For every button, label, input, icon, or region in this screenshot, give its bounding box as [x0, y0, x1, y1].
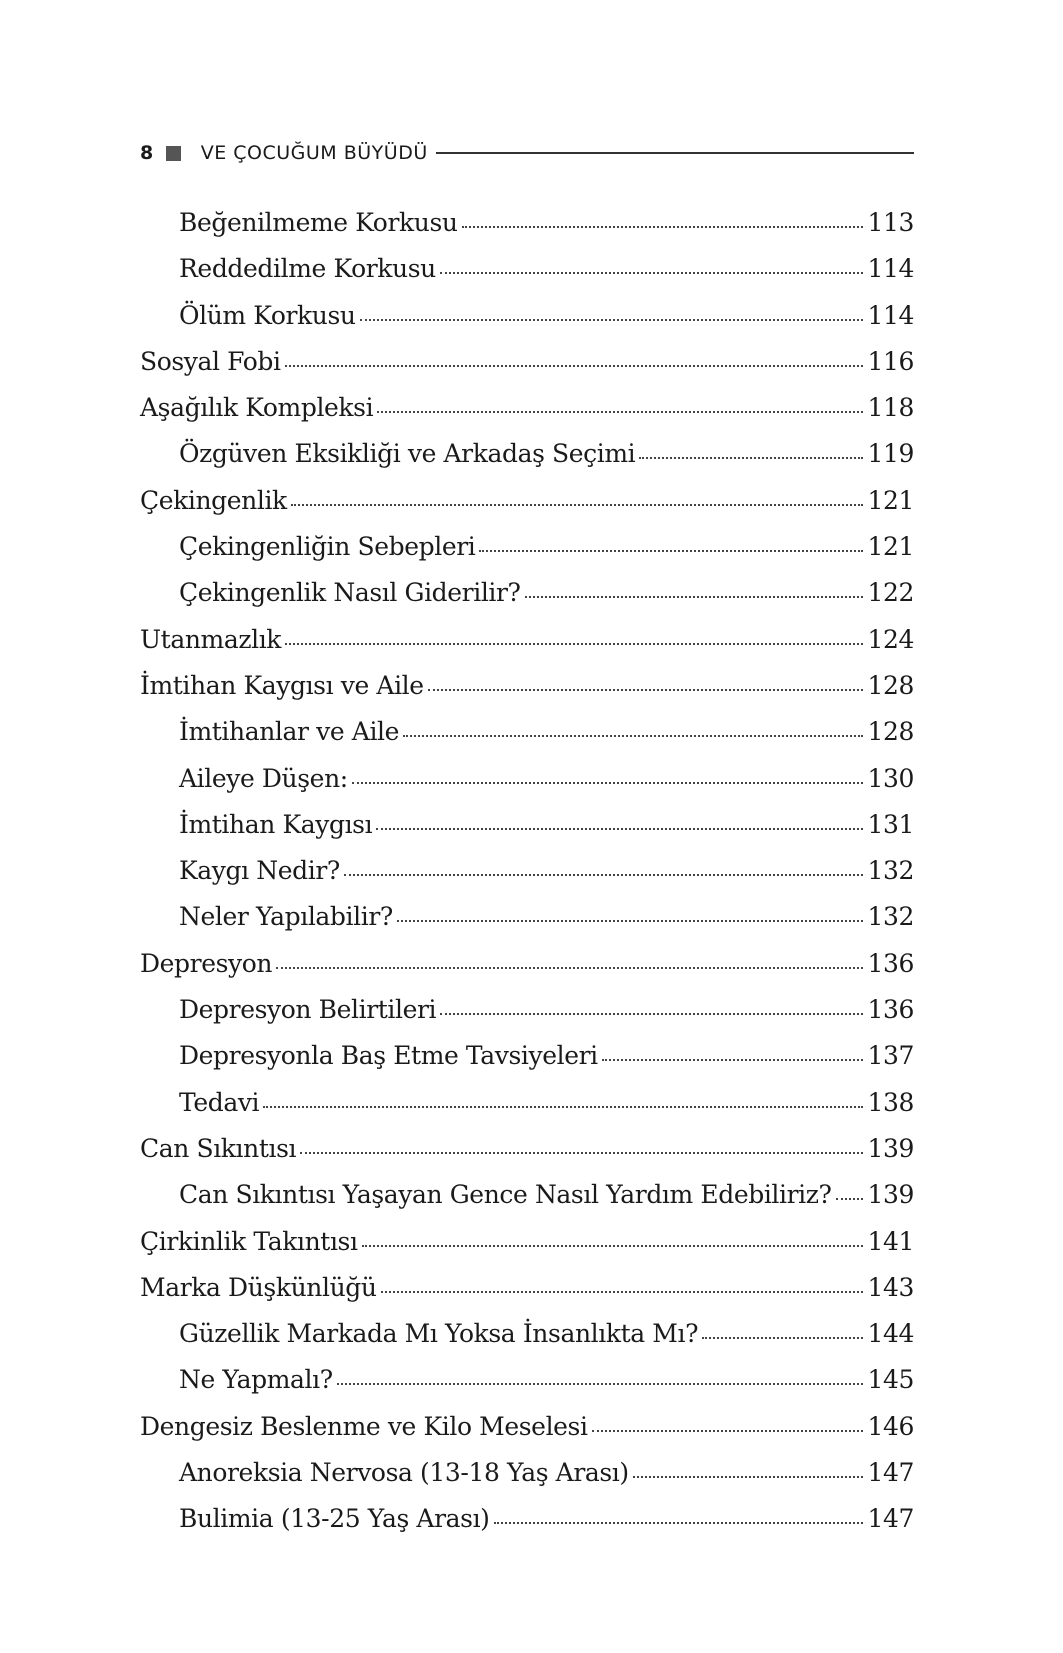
toc-entry[interactable]	[140, 1088, 914, 1134]
toc-entry[interactable]	[140, 1273, 914, 1319]
toc-entry-page-number: 146	[867, 1411, 914, 1441]
dot-leader	[300, 1152, 863, 1154]
toc-entry-page-number: 137	[867, 1041, 914, 1071]
toc-entry-page-number: 114	[867, 254, 914, 284]
toc-entry-title: Güzellik Markada Mı Yoksa İnsanlıkta Mı?	[179, 1319, 699, 1349]
dot-leader	[285, 365, 864, 367]
dot-leader	[276, 967, 863, 969]
dot-leader	[602, 1059, 864, 1061]
toc-entry-title: Çekingenliğin Sebepleri	[179, 532, 476, 562]
toc-entry[interactable]	[140, 856, 914, 902]
toc-entry-title: İmtihan Kaygısı ve Aile	[140, 670, 424, 700]
toc-entry-page-number: 122	[867, 578, 914, 608]
toc-entry-page-number: 130	[867, 763, 914, 793]
toc-entry[interactable]	[140, 1458, 914, 1504]
toc-entry[interactable]	[140, 301, 914, 347]
toc-entry-title: Ölüm Korkusu	[179, 300, 356, 330]
toc-entry-title: İmtihanlar ve Aile	[179, 717, 400, 747]
toc-entry-title: Çirkinlik Takıntısı	[140, 1226, 358, 1256]
toc-entry[interactable]	[140, 1134, 914, 1180]
toc-entry[interactable]	[140, 1041, 914, 1087]
dot-leader	[702, 1337, 863, 1339]
table-of-contents	[140, 208, 914, 1551]
toc-entry[interactable]	[140, 810, 914, 856]
toc-entry[interactable]	[140, 347, 914, 393]
dot-leader	[836, 1198, 864, 1200]
dot-leader	[376, 828, 863, 830]
toc-entry-title: Depresyon Belirtileri	[179, 995, 437, 1025]
toc-entry-title: Özgüven Eksikliği ve Arkadaş Seçimi	[179, 439, 636, 469]
dot-leader	[291, 504, 864, 506]
toc-entry-page-number: 132	[867, 902, 914, 932]
square-bullet-icon	[166, 146, 181, 161]
dot-leader	[403, 735, 863, 737]
running-header	[140, 140, 914, 166]
toc-entry-page-number: 141	[867, 1226, 914, 1256]
toc-entry-title: Kaygı Nedir?	[179, 856, 340, 886]
toc-entry[interactable]	[140, 764, 914, 810]
dot-leader	[633, 1476, 864, 1478]
toc-entry-page-number: 136	[867, 995, 914, 1025]
toc-entry-title: Beğenilmeme Korkusu	[179, 208, 458, 237]
dot-leader	[462, 226, 864, 228]
toc-entry-title: Depresyonla Baş Etme Tavsiyeleri	[179, 1041, 598, 1071]
toc-entry[interactable]	[140, 1504, 914, 1550]
toc-entry-page-number: 121	[867, 485, 914, 515]
toc-entry-page-number: 128	[867, 717, 914, 747]
toc-entry-page-number: 131	[867, 809, 914, 839]
dot-leader	[362, 1245, 864, 1247]
toc-entry-page-number: 147	[867, 1458, 914, 1488]
dot-leader	[377, 411, 863, 413]
dot-leader	[352, 782, 864, 784]
toc-entry-title: Ne Yapmalı?	[179, 1365, 333, 1395]
toc-entry[interactable]	[140, 1412, 914, 1458]
toc-entry[interactable]	[140, 717, 914, 763]
toc-entry-title: Can Sıkıntısı	[140, 1133, 297, 1163]
dot-leader	[344, 874, 864, 876]
toc-entry-title: Dengesiz Beslenme ve Kilo Meselesi	[140, 1411, 588, 1441]
toc-entry-title: Tedavi	[179, 1087, 260, 1117]
toc-entry-page-number: 136	[867, 948, 914, 978]
dot-leader	[440, 272, 864, 274]
toc-entry[interactable]	[140, 532, 914, 578]
toc-entry[interactable]	[140, 902, 914, 948]
toc-entry-page-number: 113	[867, 208, 914, 237]
toc-entry[interactable]	[140, 254, 914, 300]
toc-entry-page-number: 139	[867, 1180, 914, 1210]
toc-entry[interactable]	[140, 1319, 914, 1365]
toc-entry-title: Marka Düşkünlüğü	[140, 1272, 377, 1302]
toc-entry-title: Aşağılık Kompleksi	[140, 393, 374, 423]
toc-entry-page-number: 147	[867, 1504, 914, 1534]
toc-entry[interactable]	[140, 208, 914, 254]
toc-entry-page-number: 119	[867, 439, 914, 469]
toc-entry-page-number: 138	[867, 1087, 914, 1117]
toc-entry[interactable]	[140, 578, 914, 624]
page-number: 8	[140, 142, 154, 164]
toc-entry-title: Neler Yapılabilir?	[179, 902, 393, 932]
toc-entry-title: Çekingenlik Nasıl Giderilir?	[179, 578, 521, 608]
toc-entry[interactable]	[140, 1180, 914, 1226]
toc-entry-title: Can Sıkıntısı Yaşayan Gence Nasıl Yardım Edebiliriz?	[179, 1180, 832, 1210]
dot-leader	[479, 550, 863, 552]
dot-leader	[381, 1291, 864, 1293]
toc-entry-page-number: 143	[867, 1272, 914, 1302]
dot-leader	[337, 1383, 864, 1385]
dot-leader	[639, 457, 863, 459]
dot-leader	[592, 1430, 864, 1432]
toc-entry-title: Anoreksia Nervosa (13-18 Yaş Arası)	[179, 1458, 629, 1488]
toc-entry[interactable]	[140, 439, 914, 485]
header-rule	[436, 152, 914, 154]
toc-entry-page-number: 128	[867, 670, 914, 700]
toc-entry-page-number: 139	[867, 1133, 914, 1163]
dot-leader	[525, 596, 864, 598]
toc-entry[interactable]	[140, 393, 914, 439]
toc-entry-page-number: 145	[867, 1365, 914, 1395]
toc-entry-title: Sosyal Fobi	[140, 346, 281, 376]
toc-entry-page-number: 118	[867, 393, 914, 423]
dot-leader	[263, 1106, 863, 1108]
dot-leader	[494, 1522, 864, 1524]
toc-entry[interactable]	[140, 995, 914, 1041]
book-title: VE ÇOCUĞUM BÜYÜDÜ	[200, 142, 428, 164]
toc-entry-title: Bulimia (13-25 Yaş Arası)	[179, 1504, 490, 1534]
toc-entry[interactable]	[140, 1365, 914, 1411]
dot-leader	[440, 1013, 863, 1015]
toc-entry-title: Çekingenlik	[140, 485, 287, 515]
toc-entry-title: Reddedilme Korkusu	[179, 254, 436, 284]
toc-entry-page-number: 144	[867, 1319, 914, 1349]
toc-entry[interactable]	[140, 486, 914, 532]
dot-leader	[285, 643, 863, 645]
toc-entry-page-number: 116	[867, 346, 914, 376]
toc-entry[interactable]	[140, 1227, 914, 1273]
toc-entry-title: Aileye Düşen:	[179, 763, 348, 793]
dot-leader	[397, 920, 864, 922]
toc-entry[interactable]	[140, 671, 914, 717]
toc-entry-page-number: 121	[867, 532, 914, 562]
dot-leader	[428, 689, 864, 691]
toc-entry-page-number: 124	[867, 624, 914, 654]
dot-leader	[360, 319, 864, 321]
toc-entry-title: Depresyon	[140, 948, 273, 978]
toc-entry[interactable]	[140, 625, 914, 671]
toc-entry-page-number: 132	[867, 856, 914, 886]
toc-entry-page-number: 114	[867, 300, 914, 330]
toc-entry[interactable]	[140, 949, 914, 995]
toc-entry-title: İmtihan Kaygısı	[179, 809, 373, 839]
toc-entry-title: Utanmazlık	[140, 624, 282, 654]
